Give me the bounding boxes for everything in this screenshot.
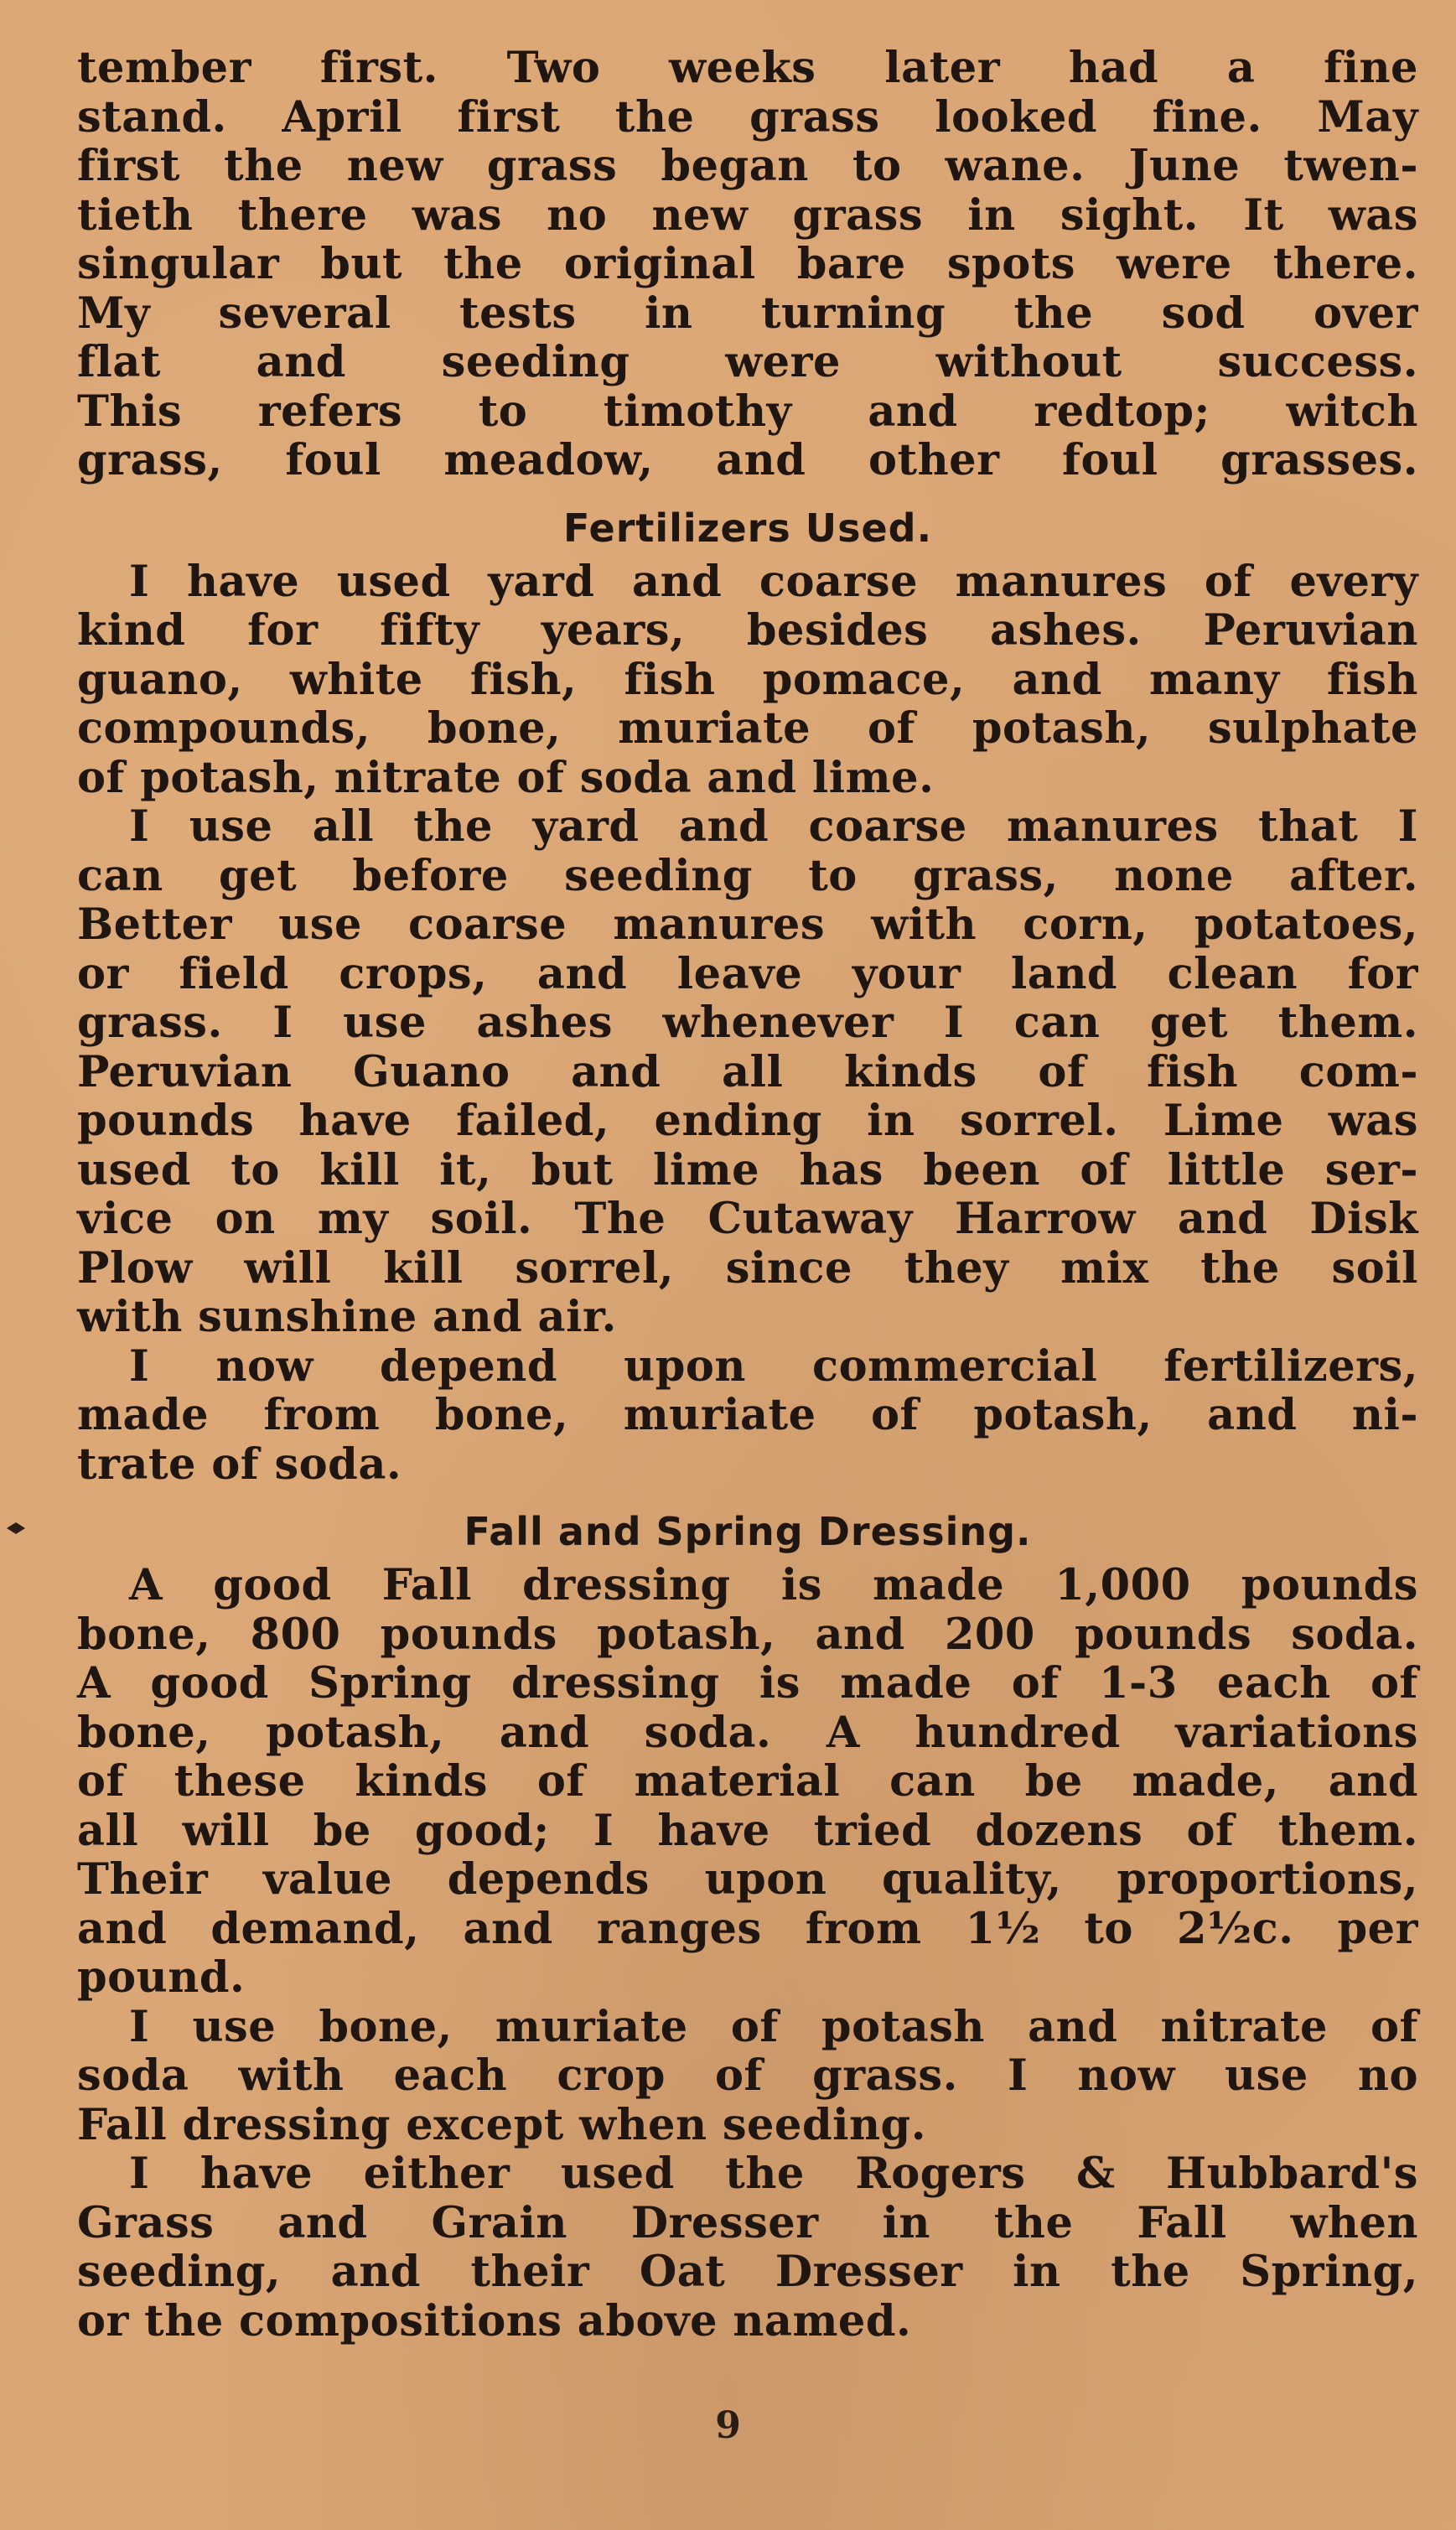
text-line: My several tests in turning the sod over — [77, 288, 1418, 339]
text-line: pound. — [77, 1952, 246, 2003]
text-line: soda with each crop of grass. I now use no — [77, 2050, 1418, 2101]
text-line: compounds, bone, muriate of potash, sulphate — [77, 703, 1418, 754]
text-line: or field crops, and leave your land clean for — [77, 948, 1418, 999]
page-number: 9 — [715, 2404, 741, 2447]
text-line: flat and seeding were without success. — [77, 337, 1418, 387]
text-line: I have either used the Rogers & Hubbard's — [129, 2149, 1418, 2199]
text-line: first the new grass began to wane. June twen- — [77, 141, 1418, 191]
text-line: This refers to timothy and redtop; witch — [77, 386, 1418, 437]
text-line: I use bone, muriate of potash and nitrate of — [129, 2001, 1418, 2052]
text-line: tieth there was no new grass in sight. It was — [77, 189, 1418, 241]
ink-blot-icon — [5, 1517, 27, 1539]
text-line: grass. I use ashes whenever I can get them. — [77, 998, 1418, 1048]
text-line: can get before seeding to grass, none after. — [77, 850, 1418, 901]
text-column — [77, 44, 1418, 2346]
text-line: Peruvian Guano and all kinds of fish com- — [77, 1046, 1418, 1097]
text-line: Better use coarse manures with corn, potatoes, — [77, 899, 1418, 950]
text-line: of these kinds of material can be made, and — [77, 1756, 1418, 1807]
text-line: bone, 800 pounds potash, and 200 pounds soda. — [77, 1609, 1418, 1660]
text-line: stand. April first the grass looked fine. May — [77, 91, 1418, 143]
text-line: I now depend upon commercial fertilizers, — [129, 1340, 1418, 1392]
text-line: A good Spring dressing is made of 1-3 each of — [77, 1658, 1418, 1708]
text-line: made from bone, muriate of potash, and ni- — [77, 1390, 1418, 1440]
dressing-paragraph-1 — [77, 1561, 1418, 2003]
text-line: Grass and Grain Dresser in the Fall when — [77, 2197, 1418, 2248]
text-line: I use all the yard and coarse manures that I — [129, 801, 1418, 852]
fertilizers-paragraph-3 — [77, 1342, 1418, 1490]
opening-paragraph — [77, 44, 1418, 485]
text-line: bone, potash, and soda. A hundred variations — [77, 1707, 1418, 1758]
text-line: pounds have failed, ending in sorrel. Lime was — [77, 1096, 1418, 1146]
text-line: Their value depends upon quality, proportions, — [77, 1854, 1418, 1905]
text-line: seeding, and their Oat Dresser in the Spring, — [77, 2247, 1418, 2297]
text-line: I have used yard and coarse manures of every — [129, 556, 1418, 607]
text-line: of potash, nitrate of soda and lime. — [77, 752, 935, 803]
text-line: trate of soda. — [77, 1439, 402, 1490]
text-line: used to kill it, but lime has been of little ser- — [77, 1144, 1418, 1195]
dressing-paragraph-2 — [77, 2003, 1418, 2150]
section-heading-dressing: Fall and Spring Dressing. — [464, 1509, 1032, 1554]
section-heading-fertilizers: Fertilizers Used. — [562, 505, 933, 551]
text-line: grass, foul meadow, and other foul grasses. — [77, 435, 1418, 485]
text-line: A good Fall dressing is made 1,000 pounds — [129, 1560, 1418, 1610]
text-line: and demand, and ranges from 1½ to 2½c. per — [77, 1903, 1418, 1954]
text-line: all will be good; I have tried dozens of them. — [77, 1805, 1418, 1856]
text-line: with sunshine and air. — [77, 1292, 617, 1342]
text-line: Fall dressing except when seeding. — [77, 2099, 926, 2150]
text-line: or the compositions above named. — [77, 2295, 912, 2346]
dressing-paragraph-3 — [77, 2149, 1418, 2346]
fertilizers-paragraph-2 — [77, 802, 1418, 1342]
fertilizers-paragraph-1 — [77, 557, 1418, 803]
text-line: kind for fifty years, besides ashes. Peruvian — [77, 605, 1418, 656]
text-line: singular but the original bare spots were there. — [77, 239, 1418, 289]
text-line: Plow will kill sorrel, since they mix the soil — [77, 1242, 1418, 1294]
text-line: guano, white fish, fish pomace, and many fish — [77, 654, 1418, 705]
text-line: tember first. Two weeks later had a fine — [77, 43, 1418, 93]
text-line: vice on my soil. The Cutaway Harrow and Disk — [77, 1194, 1418, 1244]
